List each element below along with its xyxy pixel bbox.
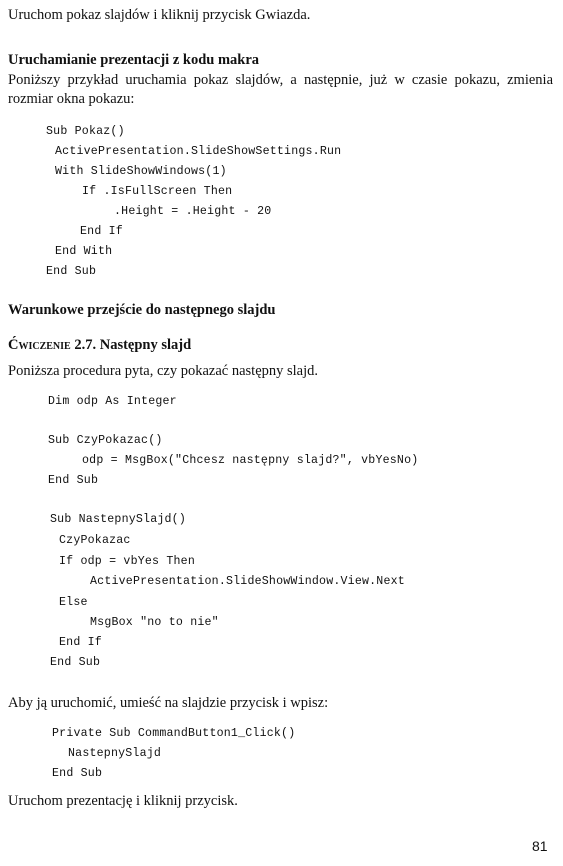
exercise-title — [8, 337, 191, 354]
code-line: Private Sub CommandButton1_Click() — [52, 727, 296, 740]
code-line: End Sub — [46, 265, 97, 278]
code-line: End Sub — [52, 767, 103, 780]
code-line: If .IsFullScreen Then — [82, 185, 233, 198]
exercise-name: 2.7. Następny slajd — [74, 337, 192, 353]
code-line: End If — [80, 225, 123, 238]
code-line: Dim odp As Integer — [48, 395, 177, 408]
instruction-paragraph: Aby ją uruchomić, umieść na slajdzie przycisk i wpisz: — [8, 695, 329, 711]
code-line: CzyPokazac — [59, 534, 131, 547]
code-line: NastepnySlajd — [68, 747, 162, 760]
page-number: 81 — [532, 838, 548, 854]
code-line: End If — [59, 636, 102, 649]
code-line: MsgBox "no to nie" — [90, 616, 219, 629]
code-line: End Sub — [50, 656, 101, 669]
code-line: ActivePresentation.SlideShowSettings.Run — [55, 145, 342, 158]
section-heading-macro: Uruchamianie prezentacji z kodu makra — [8, 52, 260, 68]
code-line: If odp = vbYes Then — [59, 555, 195, 568]
exercise-paragraph: Poniższa procedura pyta, czy pokazać następny slajd. — [8, 363, 319, 379]
intro-line: Uruchom pokaz slajdów i kliknij przycisk Gwiazda. — [8, 7, 311, 23]
code-line: Sub NastepnySlajd() — [50, 513, 186, 526]
code-line: .Height = .Height - 20 — [114, 205, 272, 218]
code-line: End Sub — [48, 474, 99, 487]
code-line: End With — [55, 245, 113, 258]
code-line: Sub CzyPokazac() — [48, 434, 163, 447]
closing-paragraph: Uruchom prezentację i kliknij przycisk. — [8, 793, 238, 809]
code-line: Else — [59, 596, 88, 609]
code-line: Sub Pokaz() — [46, 125, 125, 138]
section-heading-conditional: Warunkowe przejście do następnego slajdu — [8, 302, 276, 318]
code-line: odp = MsgBox("Chcesz następny slajd?", vbYesNo) — [82, 454, 419, 467]
section-paragraph-macro: Poniższy przykład uruchamia pokaz slajdów, a następnie, już w czasie pokazu, zmienia rozmiar okna pokazu: — [8, 72, 553, 107]
code-line: ActivePresentation.SlideShowWindow.View.Next — [90, 575, 405, 588]
exercise-label: Ćwiczenie — [8, 337, 71, 353]
code-line: With SlideShowWindows(1) — [55, 165, 227, 178]
